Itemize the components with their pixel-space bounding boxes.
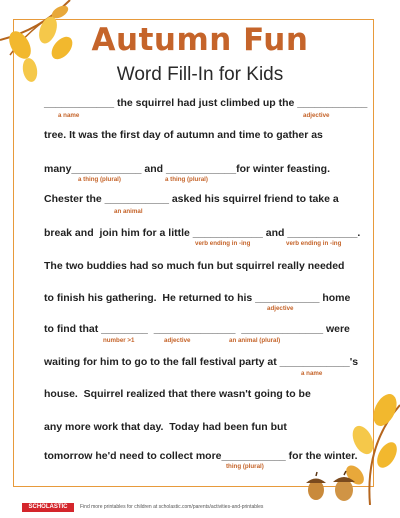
story-line: ____________ the squirrel had just climbed up the ____________ <box>44 97 368 109</box>
hint-label: verb ending in -ing <box>286 240 342 247</box>
hint-label: adjective <box>303 112 330 119</box>
story-line: waiting for him to go to the fall festival party at ____________'s <box>44 356 359 368</box>
story-line: tomorrow he'd need to collect more___________ for the winter. <box>44 450 358 462</box>
hint-label: adjective <box>267 305 294 312</box>
page-title: Autumn Fun <box>91 22 309 58</box>
hint-label: an animal <box>114 208 143 215</box>
story-line: The two buddies had so much fun but squirrel really needed <box>44 260 345 272</box>
story-line: any more work that day. Today had been fun but <box>44 421 287 433</box>
hint-label: number >1 <box>103 337 135 344</box>
story-line: tree. It was the first day of autumn and time to gather as <box>44 129 323 141</box>
story-line: to find that ________ ______________ ______________ were <box>44 323 350 335</box>
footer-text: Find more printables for children at scholastic.com/parents/activities-and-printables <box>80 504 264 510</box>
story-line: break and join him for a little ____________ and ____________. <box>44 227 361 239</box>
hint-label: an animal (plural) <box>229 337 281 344</box>
story-line: house. Squirrel realized that there wasn't going to be <box>44 388 311 400</box>
hint-label: verb ending in -ing <box>195 240 251 247</box>
page-subtitle: Word Fill-In for Kids <box>116 64 284 85</box>
acorn-icon <box>300 470 362 502</box>
hint-label: a thing (plural) <box>78 176 121 183</box>
scholastic-logo: SCHOLASTIC <box>22 503 74 512</box>
hint-label: adjective <box>164 337 191 344</box>
story-line: many____________ and ____________for winter feasting. <box>44 163 331 175</box>
story-line: to finish his gathering. He returned to his ___________ home <box>44 292 351 304</box>
hint-label: a name <box>301 370 323 377</box>
hint-label: a name <box>58 112 80 119</box>
hint-label: a thing (plural) <box>165 176 208 183</box>
story-line: Chester the ___________ asked his squirrel friend to take a <box>44 193 339 205</box>
hint-label: thing (plural) <box>226 463 264 470</box>
